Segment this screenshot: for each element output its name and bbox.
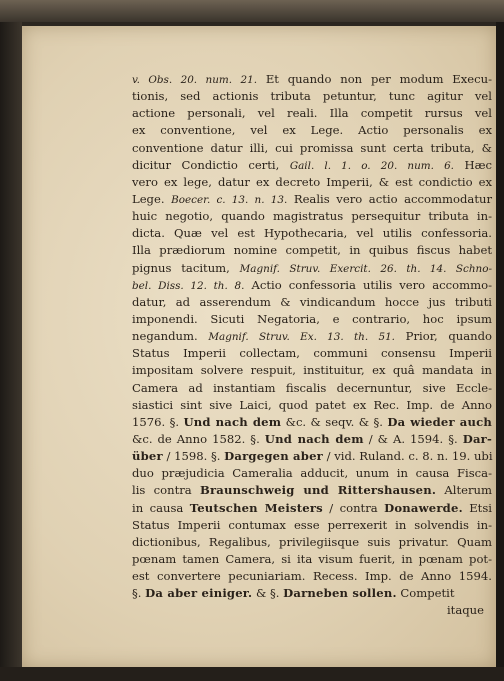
- text-line: [132, 380, 492, 397]
- line-text: / & A. 1594. §.: [363, 431, 463, 446]
- text-line: [132, 157, 492, 174]
- line-text: &c. de Anno 1582. §.: [132, 431, 265, 446]
- line-text: pœnam tamen Camera, si ita visum fuerit, in pœnam pot-: [132, 551, 492, 566]
- text-line: [132, 242, 492, 259]
- line-text: actione personali, vel reali. Illa competit rursus vel: [132, 106, 492, 121]
- line-text: Hæc: [453, 157, 493, 172]
- text-line: [132, 414, 492, 431]
- blackletter-text: Braunschweig und Rittershausen.: [200, 483, 437, 498]
- citation-text: Gail. l. 1. o. 20. num. 6.: [289, 159, 454, 172]
- citation-text: v. Obs. 20. num. 21.: [132, 74, 258, 86]
- line-text: Prior, quando: [394, 329, 492, 344]
- line-text: 1576. §.: [132, 414, 184, 429]
- right-margin-shadow: [496, 22, 504, 681]
- text-line: [132, 88, 492, 105]
- text-line: [132, 431, 492, 448]
- blackletter-text: Da aber einiger.: [145, 586, 253, 601]
- line-text: lis contra: [132, 483, 200, 498]
- line-text: Competit: [396, 586, 455, 601]
- text-line: [132, 311, 492, 328]
- line-text: dictionibus, Regalibus, privilegiisque suis privatur. Quam: [132, 534, 492, 549]
- line-text: tionis, sed actionis tributa petuntur, tunc agitur vel: [132, 89, 492, 104]
- text-line: [132, 534, 492, 551]
- text-line: [132, 551, 492, 568]
- line-text: Et quando non per modum Execu-: [257, 72, 492, 86]
- line-text: Camera ad instantiam fiscalis decernuntur, sive Eccle-: [132, 380, 492, 395]
- text-line: [132, 482, 492, 499]
- text-line: [132, 294, 492, 311]
- text-line: [132, 225, 492, 242]
- line-text: Etsi: [462, 500, 493, 515]
- text-line: [132, 260, 492, 277]
- line-text: Actio confessoria utilis vero accommo-: [244, 277, 492, 292]
- blackletter-text: Und nach dem: [183, 414, 282, 429]
- line-text: / contra: [322, 500, 385, 515]
- text-line: [132, 140, 492, 157]
- text-line: [132, 71, 492, 88]
- line-text: §.: [132, 586, 146, 601]
- text-line: [132, 122, 492, 139]
- line-text: / 1598. §.: [162, 449, 225, 464]
- line-text: est convertere pecuniariam. Recess. Imp. de Anno 1594.: [132, 569, 492, 584]
- citation-text: Magnif. Struv. Ex. 13. th. 51.: [208, 331, 395, 344]
- text-line: [132, 105, 492, 122]
- line-text: Status Imperii contumax esse perrexerit in solvendis in-: [132, 517, 492, 532]
- line-text: / vid. Ruland. c. 8. n. 19. ubi: [322, 449, 493, 464]
- text-line: [132, 465, 492, 482]
- blackletter-text: Und nach dem: [264, 431, 364, 446]
- line-text: negandum.: [132, 329, 209, 344]
- blackletter-text: über: [132, 449, 163, 464]
- line-text: in causa: [132, 500, 190, 515]
- line-text: impositam solvere respuit, instituitur, ex quâ mandata in: [132, 363, 492, 378]
- line-text: Realis vero actio accommodatur: [287, 191, 492, 206]
- line-text: conventione datur illi, cui promissa sunt certa tributa, &: [132, 140, 492, 155]
- bottom-margin-shadow: [0, 667, 504, 681]
- line-text: vero ex lege, datur ex decreto Imperii, & est condictio ex: [132, 174, 492, 189]
- blackletter-text: Donawerde.: [384, 500, 463, 515]
- text-line: [132, 328, 492, 345]
- text-line: [132, 568, 492, 585]
- line-text: dicitur Condictio certi,: [132, 157, 290, 172]
- text-line: [132, 500, 492, 517]
- text-line: [132, 362, 492, 379]
- text-line: [132, 208, 492, 225]
- blackletter-text: Darneben sollen.: [283, 586, 397, 601]
- line-text: Alterum: [436, 483, 492, 498]
- line-text: imponendi. Sicuti Negatoria, e contrario, hoc ipsum: [132, 311, 492, 326]
- text-line: [132, 585, 492, 602]
- line-text: pignus tacitum,: [132, 260, 240, 275]
- text-line: [132, 277, 492, 294]
- text-line: [132, 397, 492, 414]
- blackletter-text: Dargegen aber: [224, 449, 323, 464]
- line-text: & §.: [252, 586, 284, 601]
- binding-shadow: [0, 22, 22, 681]
- blackletter-text: Teutschen Meisters: [189, 500, 323, 515]
- text-line: [132, 174, 492, 191]
- line-text: Illa prædiorum nomine competit, in quibus fiscus habet: [132, 243, 492, 258]
- line-text: dicta. Quæ vel est Hypothecaria, vel utilis confessoria.: [132, 226, 492, 241]
- line-text: huic negotio, quando magistratus persequitur tributa in-: [132, 209, 492, 224]
- citation-text: Magnif. Struv. Exercit. 26. th. 14. Schno-: [239, 262, 492, 275]
- text-line: [132, 191, 492, 208]
- line-text: ex conventione, vel ex Lege. Actio personalis ex: [132, 123, 492, 138]
- citation-text: Boecer. c. 13. n. 13.: [171, 193, 288, 206]
- facing-page-edge: [0, 0, 504, 22]
- text-line: [132, 345, 492, 362]
- book-page: [22, 26, 496, 667]
- line-text: Lege.: [132, 191, 172, 206]
- text-line: [132, 517, 492, 534]
- blackletter-text: Da wieder auch: [387, 414, 492, 429]
- line-text: Status Imperii collectam, communi consensu Imperii: [132, 346, 492, 361]
- line-text: siastici sint sive Laici, quod patet ex Rec. Imp. de Anno: [132, 397, 492, 412]
- line-text: duo præjudicia Cameralia adducit, unum in causa Fisca-: [132, 466, 492, 481]
- text-line: [132, 448, 492, 465]
- catchword: itaque: [446, 603, 484, 618]
- citation-text: bel. Diss. 12. th. 8.: [132, 279, 245, 292]
- page-body-text: [132, 71, 492, 620]
- blackletter-text: Dar-: [462, 431, 492, 446]
- line-text: &c. & seqv. & §.: [281, 414, 388, 429]
- line-text: datur, ad asserendum & vindicandum hocce jus tributi: [132, 294, 492, 309]
